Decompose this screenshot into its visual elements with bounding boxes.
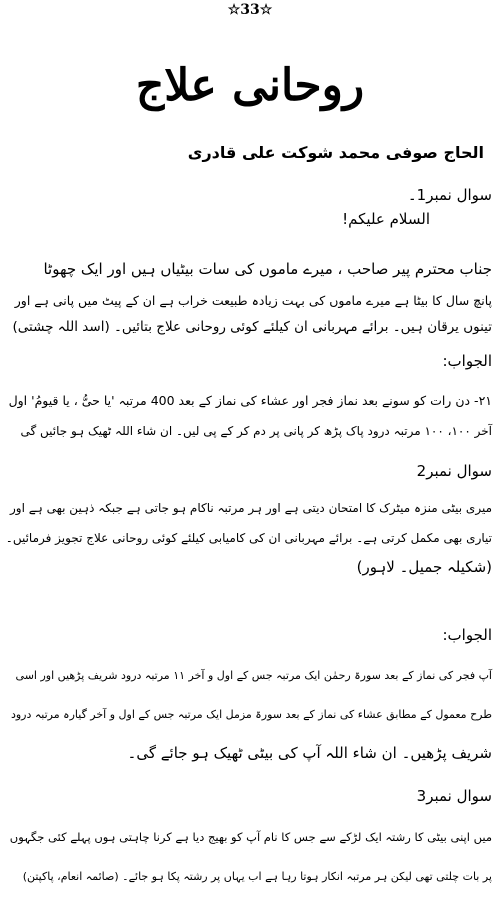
question-2-line-1: میری بیٹی منزہ میٹرک کا امتحان دیتی ہے اور ہر مرتبہ ناکام ہو جاتی ہے جبکہ ذہین بھی ہے اور xyxy=(10,501,492,515)
answer-2-line-3: شریف پڑھیں۔ ان شاء اللہ آپ کی بیٹی ٹھیک ہو جائے گی۔ xyxy=(127,744,492,762)
question-1-greeting: السلام علیکم! xyxy=(342,210,430,228)
question-1-line-2: پانچ سال کا بیٹا ہے میرے ماموں کی بہت زیادہ طبیعت خراب ہے ان کے پیٹ میں پانی ہے اور xyxy=(14,293,492,308)
question-1-line-1: جناب محترم پیر صاحب ، میرے ماموں کی سات بیٹیاں ہیں اور ایک چھوٹا xyxy=(43,260,492,278)
answer-2-line-1: آپ فجر کی نماز کے بعد سورۃ رحمٰن ایک مرتبہ جس کے اول و آخر ۱۱ مرتبہ درود شریف پڑھیں اور اسی xyxy=(15,669,492,682)
question-3-label: سوال نمبر3 xyxy=(416,787,492,805)
question-1-line-3: تینوں یرقان ہیں۔ برائے مہربانی ان کیلئے کوئی روحانی علاج بتائیں۔ (اسد اللہ چشتی) xyxy=(12,319,492,335)
answer-1-label: الجواب: xyxy=(442,352,492,370)
article-title: روحانی علاج xyxy=(135,60,365,111)
question-2-label: سوال نمبر2 xyxy=(416,462,492,480)
answer-2-label: الجواب: xyxy=(442,626,492,644)
answer-2-line-2: طرح معمول کے مطابق عشاء کی نماز کے بعد سورۃ مزمل ایک مرتبہ جس کے اول و آخر گیارہ مرتبہ درود xyxy=(10,708,492,721)
question-2-line-3: (شکیلہ جمیل۔ لاہور) xyxy=(356,558,492,576)
page-number: ☆33☆ xyxy=(227,2,273,18)
question-3-line-1: میں اپنی بیٹی کا رشتہ ایک لڑکے سے جس کا نام آپ کو بھیج دیا ہے کرنا چاہتی ہوں پہلے کئی جگہوں xyxy=(9,830,492,844)
question-2-line-2: تیاری بھی مکمل کرتی ہے۔ برائے مہربانی ان کی کامیابی کیلئے کوئی روحانی علاج تجویز فرمائیں۔ xyxy=(5,531,492,545)
question-1-label: سوال نمبر1۔ xyxy=(407,186,492,204)
answer-1-line-1: ۲۱- دن رات کو سونے بعد نماز فجر اور عشاء کی نماز کے بعد 400 مرتبہ 'یا حیُّ ، یا قیومُ' اول xyxy=(8,393,492,408)
answer-1-line-2: آخر ۱۰۰، ۱۰۰ مرتبہ درود پاک پڑھ کر پانی پر دم کر کے پی لیں۔ ان شاء اللہ ٹھیک ہو جائیں گی xyxy=(20,424,492,438)
question-3-line-2: پر بات چلتی تھی لیکن ہر مرتبہ انکار ہوتا رہا ہے اب یہاں پر رشتہ پکا ہو جائے۔ (صائمہ انعام، پاکپتن) xyxy=(22,870,492,883)
article-author: الحاج صوفی محمد شوکت علی قادری xyxy=(187,143,484,162)
